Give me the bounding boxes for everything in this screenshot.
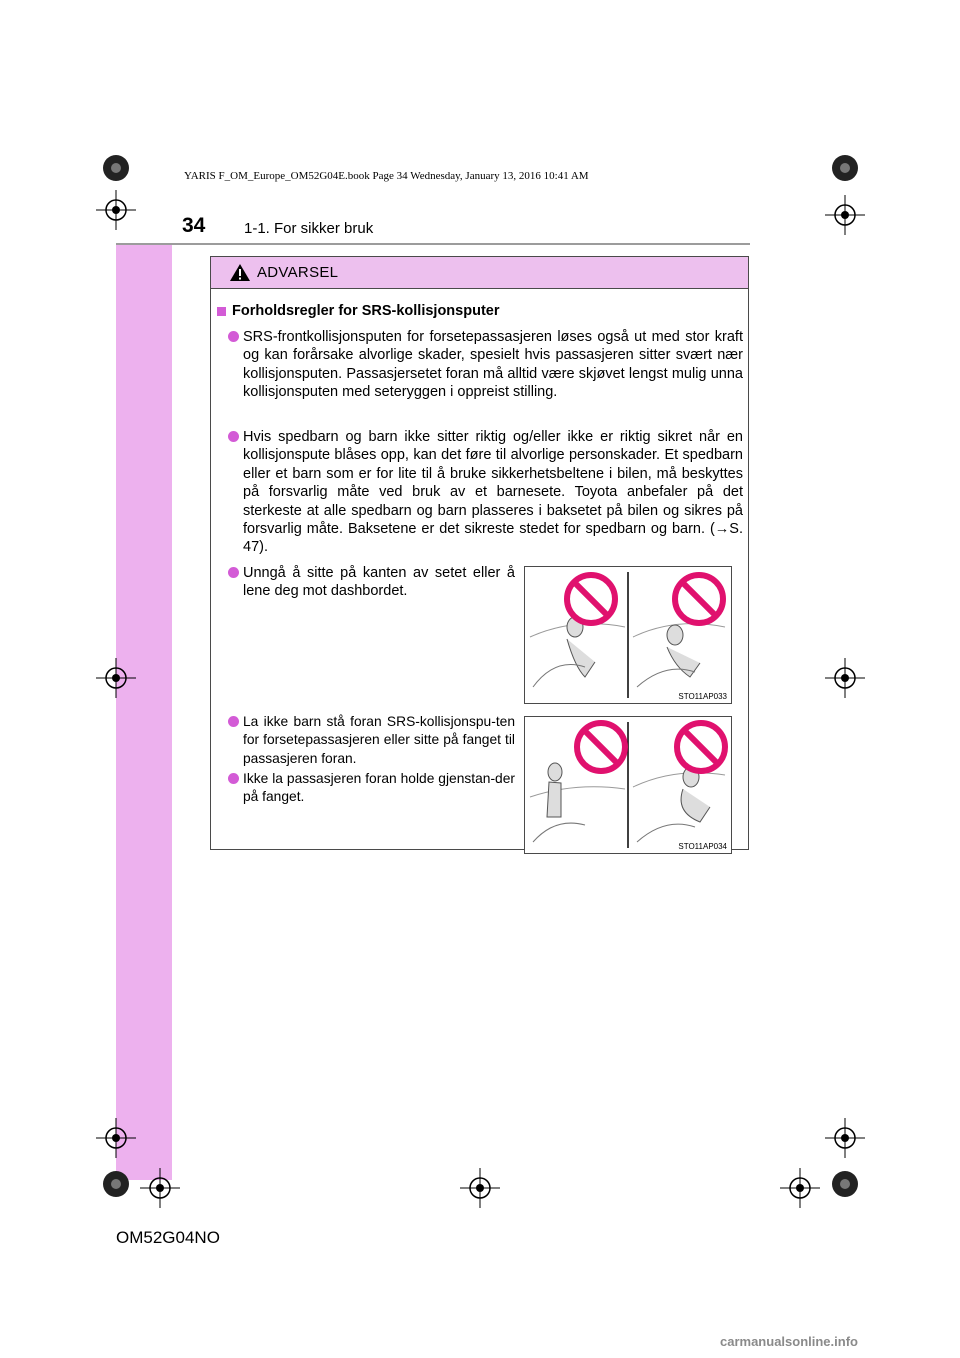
registration-mark-icon <box>96 658 136 698</box>
prohibition-icon <box>677 723 725 771</box>
bullet-dot-icon <box>228 716 239 727</box>
warning-title: ADVARSEL <box>257 264 339 281</box>
bullet-item <box>243 713 515 768</box>
watermark: carmanualsonline.info <box>720 1334 858 1349</box>
header-rule <box>116 243 750 245</box>
prohibition-icon <box>577 723 625 771</box>
side-strip <box>116 243 172 1180</box>
registration-mark-icon <box>780 1168 820 1208</box>
illustration-drawing <box>525 567 731 703</box>
bullet-dot-icon <box>228 567 239 578</box>
bullet-item <box>243 428 743 557</box>
starburst-mark-icon <box>102 1170 130 1198</box>
registration-mark-icon <box>825 1118 865 1158</box>
registration-mark-icon <box>825 658 865 698</box>
registration-mark-icon <box>825 195 865 235</box>
warning-subheading <box>217 303 499 319</box>
bullet-text: Unngå å sitte på kanten av setet eller å lene deg mot dashbordet. <box>243 565 515 600</box>
warning-header <box>211 257 748 289</box>
registration-mark-icon <box>96 190 136 230</box>
square-bullet-icon <box>217 307 226 316</box>
illustration-airbag-child <box>524 716 732 854</box>
bullet-text: SRS-frontkollisjonsputen for forsetepassasjeren løses også ut med stor kraft og kan forårsake alvorlige skader, spesielt hvis passasjeren sitter svært nær kollisjonsputen. Passasjersetet foran må alltid være skjøvet lengst mulig unna kollisjonsputen med seteryggen i oppreist stilling. <box>243 329 743 401</box>
starburst-mark-icon <box>831 154 859 182</box>
illustration-code: STO11AP033 <box>678 692 727 701</box>
illustration-code: STO11AP034 <box>678 842 727 851</box>
warning-box <box>210 256 749 850</box>
illustration-airbag-lean <box>524 566 732 704</box>
warning-triangle-icon <box>229 263 251 282</box>
bullet-text: La ikke barn stå foran SRS-kollisjonspu-ten for forsetepassasjeren eller sitte på fanget til passasjeren foran. <box>243 714 515 766</box>
page-number: 34 <box>182 214 206 237</box>
bullet-dot-icon <box>228 331 239 342</box>
registration-mark-icon <box>140 1168 180 1208</box>
registration-mark-icon <box>460 1168 500 1208</box>
registration-mark-icon <box>96 1118 136 1158</box>
starburst-mark-icon <box>102 154 130 182</box>
bullet-text: Ikke la passasjeren foran holde gjenstan-der på fanget. <box>243 771 515 805</box>
bullet-item <box>243 328 743 402</box>
bullet-dot-icon <box>228 773 239 784</box>
prohibition-icon <box>675 575 723 623</box>
illustration-drawing <box>525 717 731 853</box>
prohibition-icon <box>567 575 615 623</box>
warning-subheading-text: Forholdsregler for SRS-kollisjonsputer <box>232 303 500 319</box>
bullet-dot-icon <box>228 431 239 442</box>
bullet-item <box>243 564 515 601</box>
bullet-item <box>243 770 515 807</box>
print-line: YARIS F_OM_Europe_OM52G04E.book Page 34 Wednesday, January 13, 2016 10:41 AM <box>184 170 589 182</box>
starburst-mark-icon <box>831 1170 859 1198</box>
document-code: OM52G04NO <box>116 1228 220 1247</box>
section-title: 1-1. For sikker bruk <box>244 220 374 237</box>
bullet-text: Hvis spedbarn og barn ikke sitter riktig og/eller ikke er riktig sikret når en kollisjonspute blåses opp, kan det føre til alvorlige personskader. Et spedbarn eller et barn som er for lite til å bruke sikkerhetsbeltene i bilen, må beskyttes på forsvarlig måte ved bruk av et barnesete. Toyota anbefaler på det sterkeste at alle spedbarn og barn plasseres i baksetet på bilen og sikres på forsvarlig måte. Baksetene er det sikreste stedet for spedbarn og barn. (→S. 47). <box>243 429 743 556</box>
